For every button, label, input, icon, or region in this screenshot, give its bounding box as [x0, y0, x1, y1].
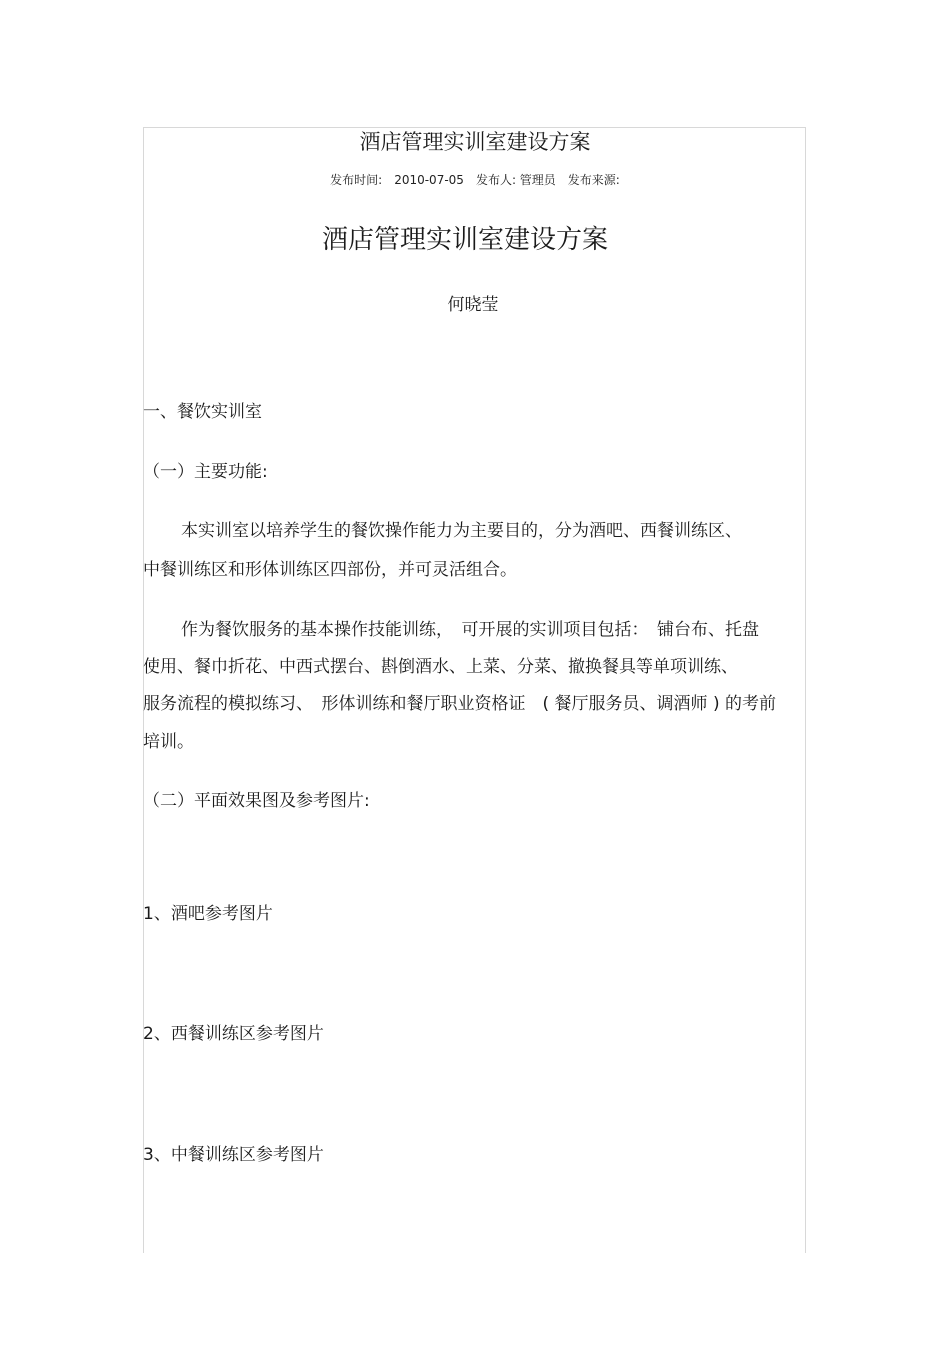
- item-bar-reference: 1、酒吧参考图片: [143, 904, 273, 924]
- publish-source: 发布来源:: [567, 173, 620, 187]
- paragraph-1-line-2: 中餐训练区和形体训练区四部份，并可灵活组合。: [143, 560, 517, 580]
- publish-time-label: 发布时间:: [330, 173, 383, 187]
- document-title: 酒店管理实训室建设方案: [321, 225, 608, 255]
- paragraph-2-line-3: 服务流程的模拟练习、 形体训练和餐厅职业资格证 ( 餐厅服务员、调酒师 ) 的考前: [143, 694, 776, 714]
- page-title: 酒店管理实训室建设方案: [359, 130, 591, 154]
- item-western-dining-reference: 2、西餐训练区参考图片: [143, 1024, 324, 1044]
- subheading-floor-plan: （二）平面效果图及参考图片:: [143, 791, 370, 811]
- publisher: 发布人: 管理员: [475, 173, 556, 187]
- paragraph-1-line-1: 本实训室以培养学生的餐饮操作能力为主要目的，分为酒吧、西餐训练区、: [181, 521, 742, 541]
- paragraph-2-line-1: 作为餐饮服务的基本操作技能训练， 可开展的实训项目包括： 铺台布、托盘: [181, 620, 759, 640]
- author-name: 何晓莹: [447, 295, 499, 315]
- publish-meta: [0, 172, 950, 188]
- subheading-main-functions: （一）主要功能:: [143, 462, 268, 482]
- paragraph-2-line-2: 使用、餐巾折花、中西式摆台、斟倒酒水、上菜、分菜、撤换餐具等单项训练、: [143, 657, 738, 677]
- publish-time-value: 2010-07-05: [394, 173, 464, 187]
- item-chinese-dining-reference: 3、中餐训练区参考图片: [143, 1145, 324, 1165]
- section-heading-catering: 一、餐饮实训室: [143, 402, 262, 422]
- paragraph-2-line-4: 培训。: [143, 732, 194, 752]
